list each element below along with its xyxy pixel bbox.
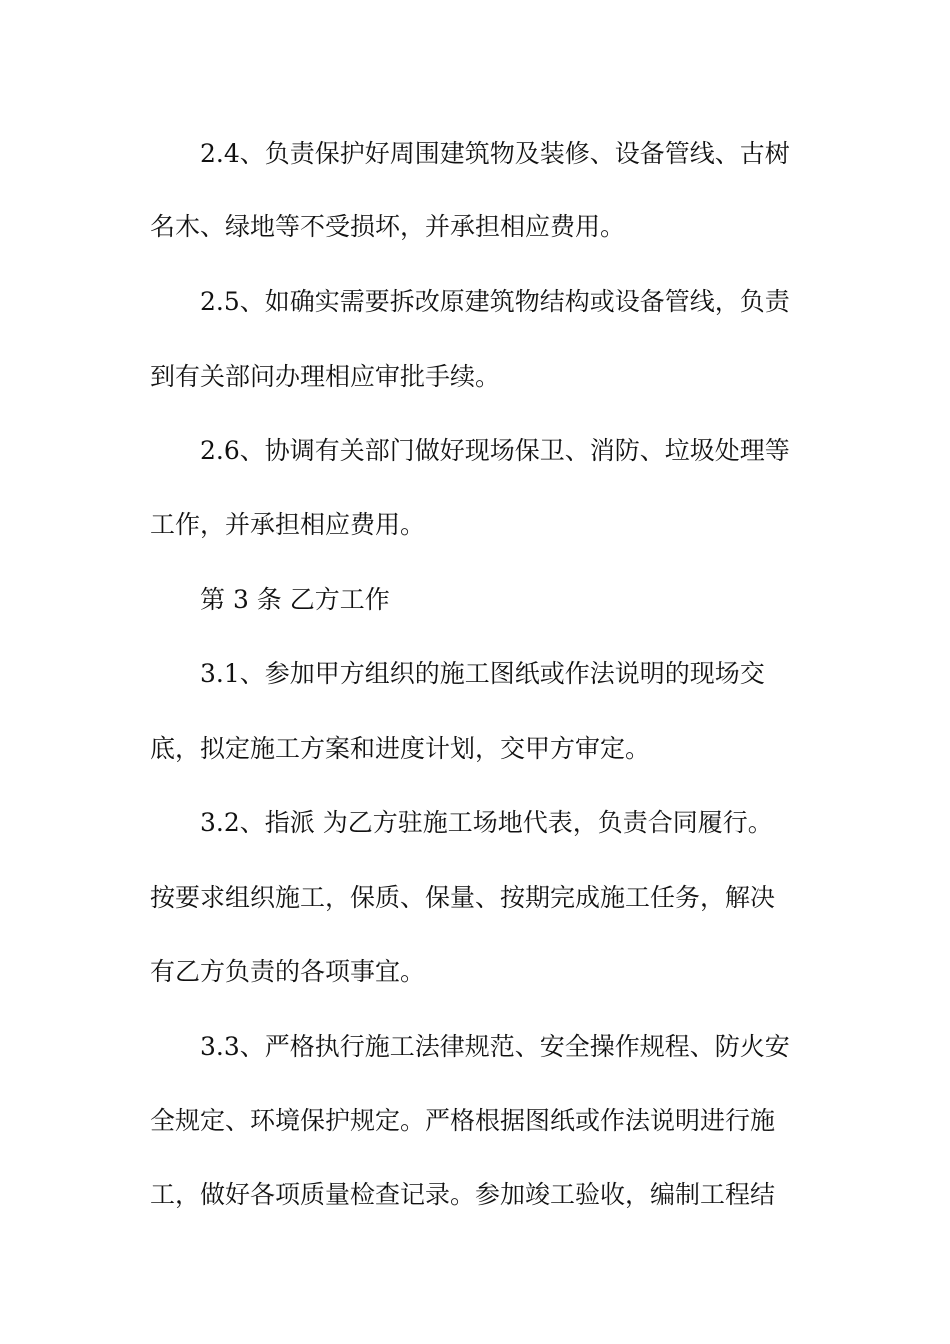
text-line: 3.3、严格执行施工法律规范、安全操作规程、防火安 — [200, 1032, 790, 1061]
text-line: 底，拟定施工方案和进度计划，交甲方审定。 — [150, 734, 651, 763]
text-line: 全规定、环境保护规定。严格根据图纸或作法说明进行施 — [150, 1106, 776, 1135]
text-line: 2.4、负责保护好周围建筑物及装修、设备管线、古树 — [200, 139, 790, 168]
text-line: 3.2、指派 为乙方驻施工场地代表，负责合同履行。 — [200, 808, 773, 837]
text-line: 工，做好各项质量检查记录。参加竣工验收，编制工程结 — [150, 1180, 776, 1209]
text-line: 到有关部问办理相应审批手续。 — [150, 362, 501, 391]
text-line: 2.5、如确实需要拆改原建筑物结构或设备管线，负责 — [200, 287, 790, 316]
text-line: 3.1、参加甲方组织的施工图纸或作法说明的现场交 — [200, 659, 765, 688]
text-line: 名木、绿地等不受损坏，并承担相应费用。 — [150, 212, 626, 241]
text-line: 2.6、协调有关部门做好现场保卫、消防、垃圾处理等 — [200, 436, 790, 465]
text-line: 有乙方负责的各项事宜。 — [150, 957, 426, 986]
section-heading: 第 3 条 乙方工作 — [200, 585, 390, 614]
text-line: 按要求组织施工，保质、保量、按期完成施工任务，解决 — [150, 883, 776, 912]
text-line: 工作，并承担相应费用。 — [150, 510, 426, 539]
